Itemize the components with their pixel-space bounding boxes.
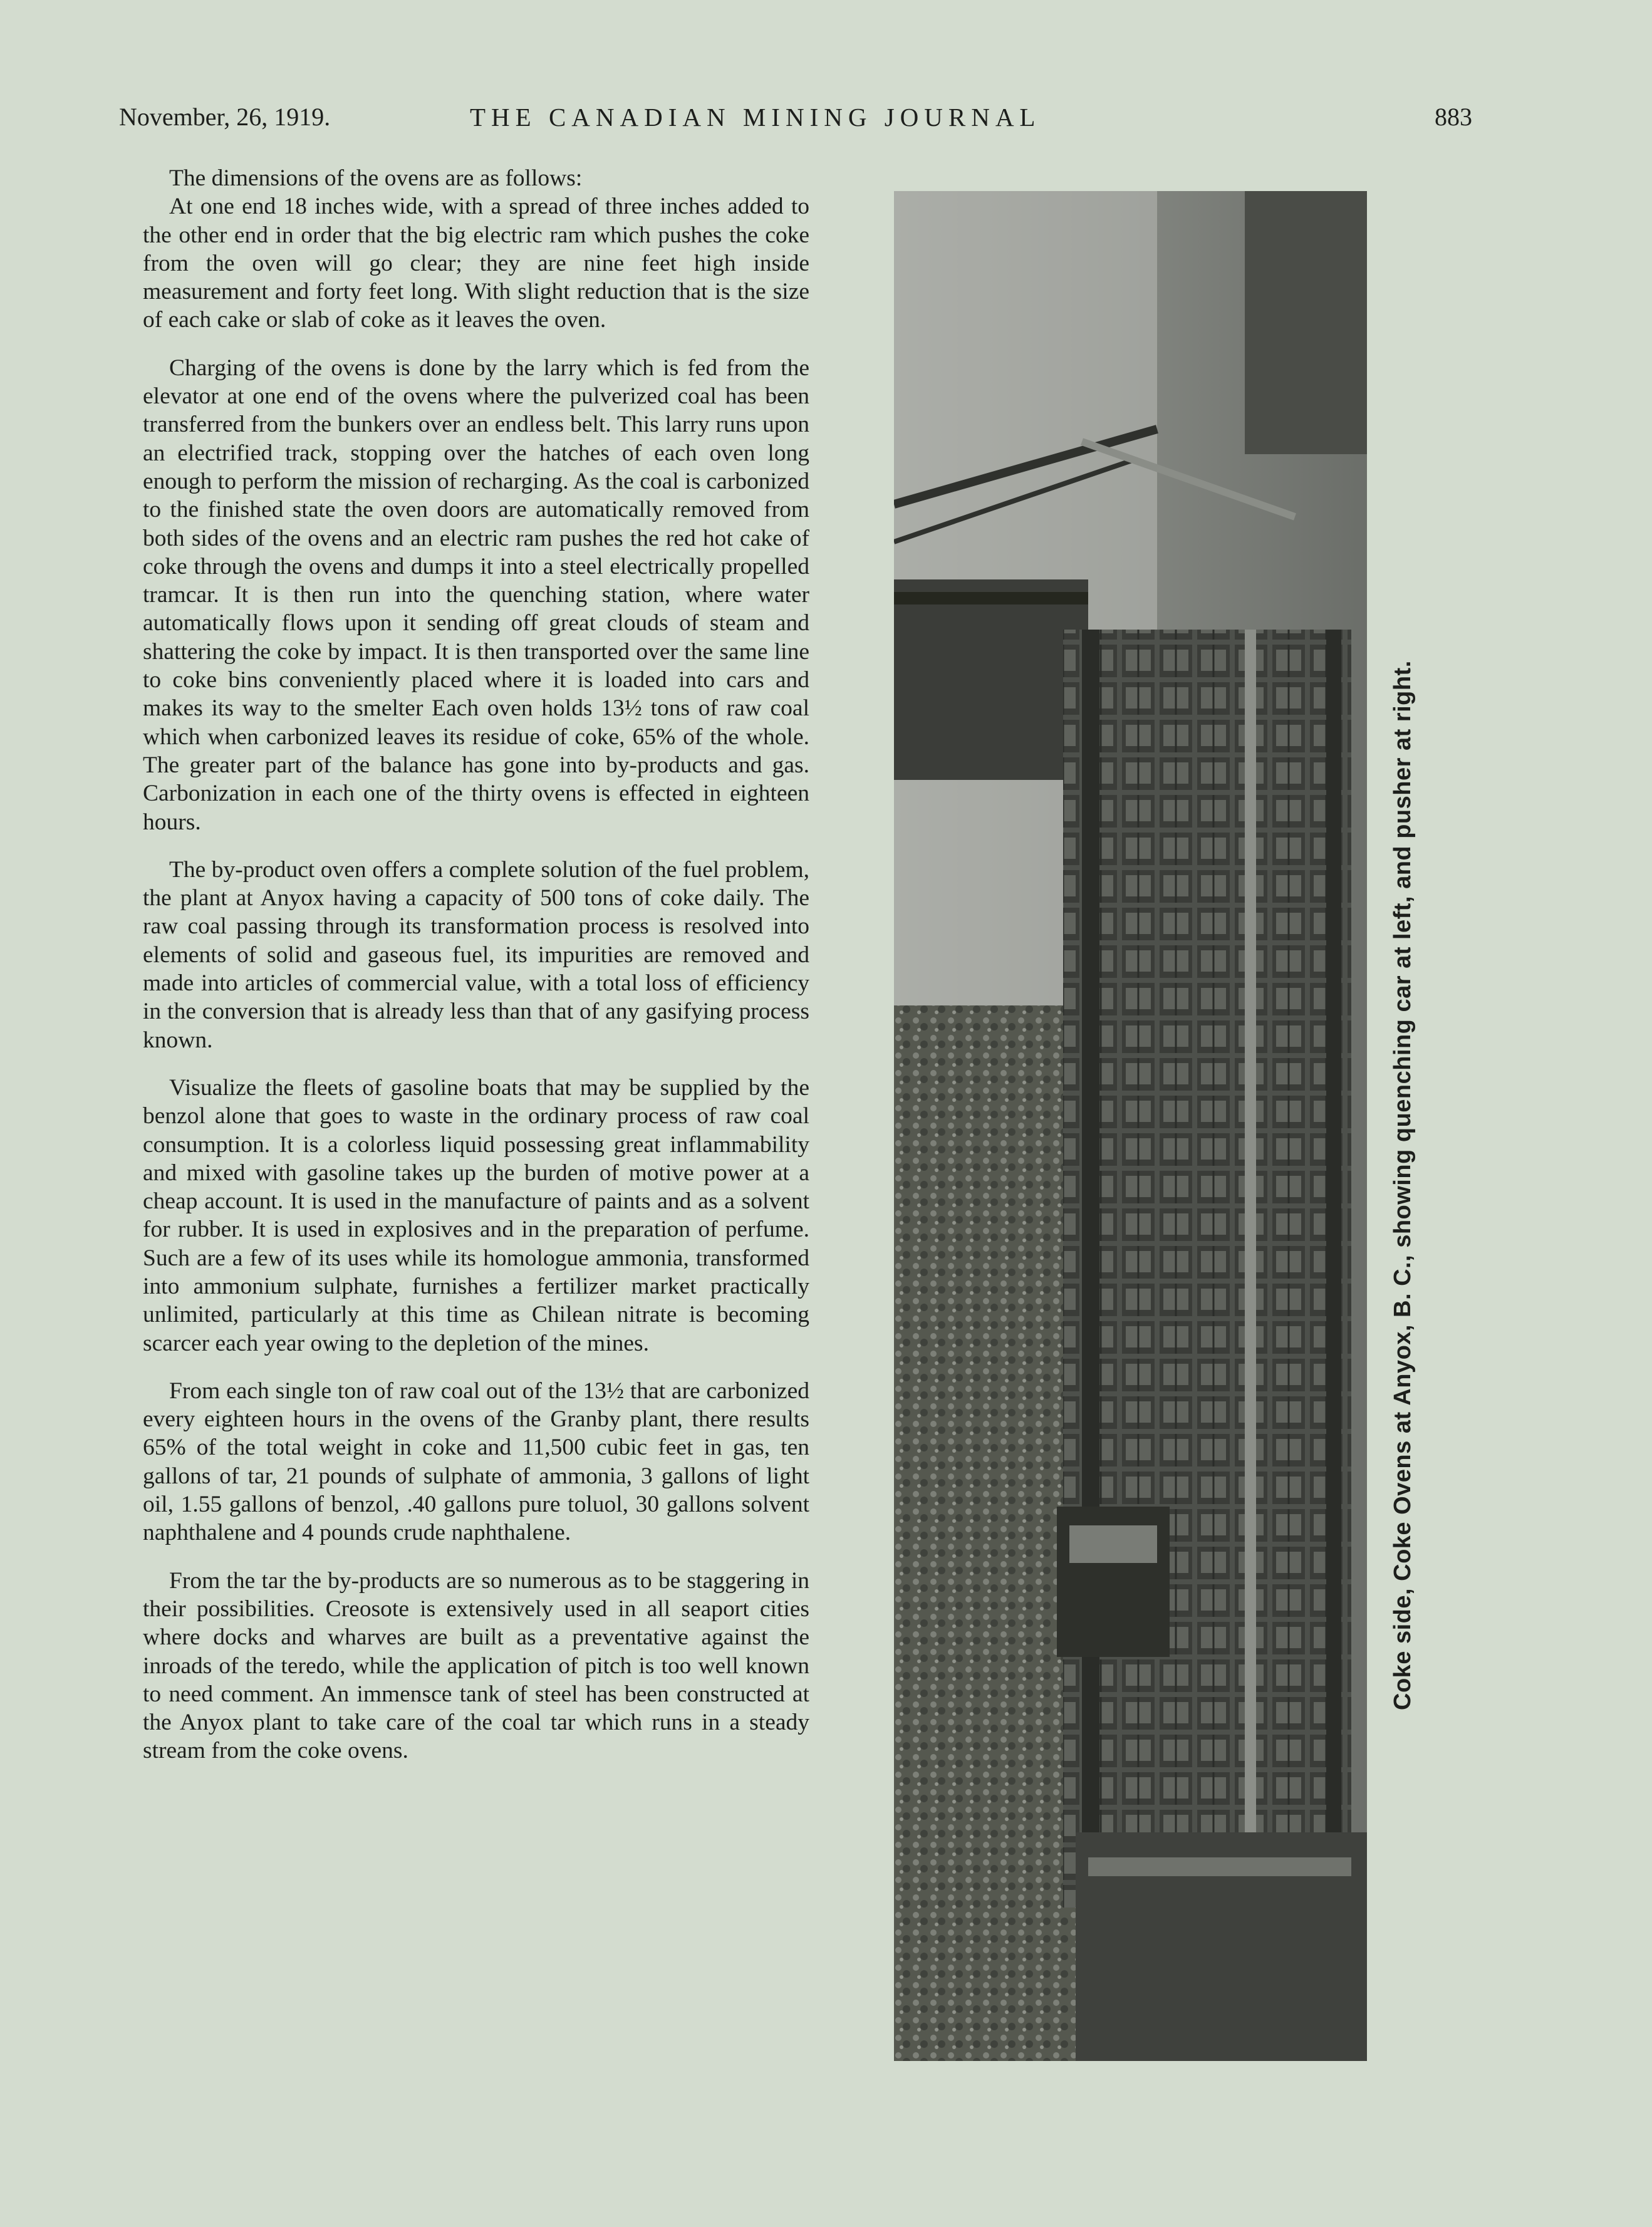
paragraph: Visualize the fleets of gasoline boats that may be supplied by the benzol alone that goes to waste in the ordinary process of raw coal consumption. It is a colorless liquid possessing great inflammability and mixed with gasoline takes up the burden of motive power at a cheap account. It is used in the manufacture of paints and as a solvent for rubber. It is used in explosives and in the preparation of perfume. Such are a few of its uses while its homologue ammonia, transformed into ammonium sulphate, furnishes a fertilizer market practically unlimited, particularly at this time as Chilean nitrate is becoming scarcer each year owing to the depletion of the mines. (143, 1074, 809, 1356)
article-column (143, 164, 809, 1785)
journal-title: THE CANADIAN MINING JOURNAL (470, 103, 1041, 132)
issue-date: November, 26, 1919. (119, 103, 331, 131)
paragraph: From the tar the by-products are so numerous as to be staggering in their possibilities. Creosote is extensively used in all seaport cities where docks and wharves are built as a preventative against the inroads of the teredo, while the application of pitch is too well known to need comment. An immensce tank of steel has been constructed at the Anyox plant to take care of the coal tar which runs in a steady stream from the coke ovens. (143, 1567, 809, 1764)
paragraph: At one end 18 inches wide, with a spread of three inches added to the other end in order that the big electric ram which pushes the coke from the oven will go clear; they are nine feet high inside measurement and forty feet long. With slight reduction that is the size of each cake or slab of coke as it leaves the oven. (143, 194, 809, 333)
paragraph: The dimensions of the ovens are as follows: (169, 165, 583, 191)
paragraph: Charging of the ovens is done by the larry which is fed from the elevator at one end of the ovens where the pulverized coal has been transferred from the bunkers over an endless belt. This larry runs upon an electrified track, stopping over the hatches of each oven long enough to perform the mission of recharging. As the coal is carbonized to the finished state the oven doors are automatically removed from both sides of the ovens and an electric ram pushes the red hot cake of coke through the ovens and dumps it into a steel electrically propelled tramcar. It is then run into the quenching station, where water automatically flows upon it sending off great clouds of steam and shattering the coke by impact. It is then transported over the same line to coke bins conveniently placed where it is loaded into cars and makes its way to the smelter Each oven holds 13½ tons of raw coal which when carbonized leaves its residue of coke, 65% of the whole. The greater part of the balance has gone into by-products and gas. Carbonization in each one of the thirty ovens is effected in eighteen hours. (143, 355, 809, 835)
photo-caption: Coke side, Coke Ovens at Anyox, B. C., showing quenching car at left, and pusher at right. (1390, 660, 1416, 1710)
page-number: 883 (1435, 103, 1472, 131)
paragraph: From each single ton of raw coal out of the 13½ that are carbonized every eighteen hours in the ovens of the Granby plant, there results 65% of the total weight in coke and 11,500 cubic feet in gas, ten gallons of tar, 21 pounds of sulphate of ammonia, 3 gallons of light oil, 1.55 gallons of benzol, .40 gallons pure toluol, 30 gallons solvent naphthalene and 4 pounds crude naphthalene. (143, 1378, 809, 1546)
page-header (119, 102, 1472, 140)
coke-ovens-photo (894, 191, 1367, 2061)
photo-illustration (894, 191, 1367, 2061)
paragraph: The by-product oven offers a complete solution of the fuel problem, the plant at Anyox having a capacity of 500 tons of coke daily. The raw coal passing through its transformation process is resolved into elements of solid and gaseous fuel, its impurities are removed and made into articles of commercial value, with a total loss of efficiency in the conversion that is already less than that of any gasifying process known. (143, 856, 809, 1053)
